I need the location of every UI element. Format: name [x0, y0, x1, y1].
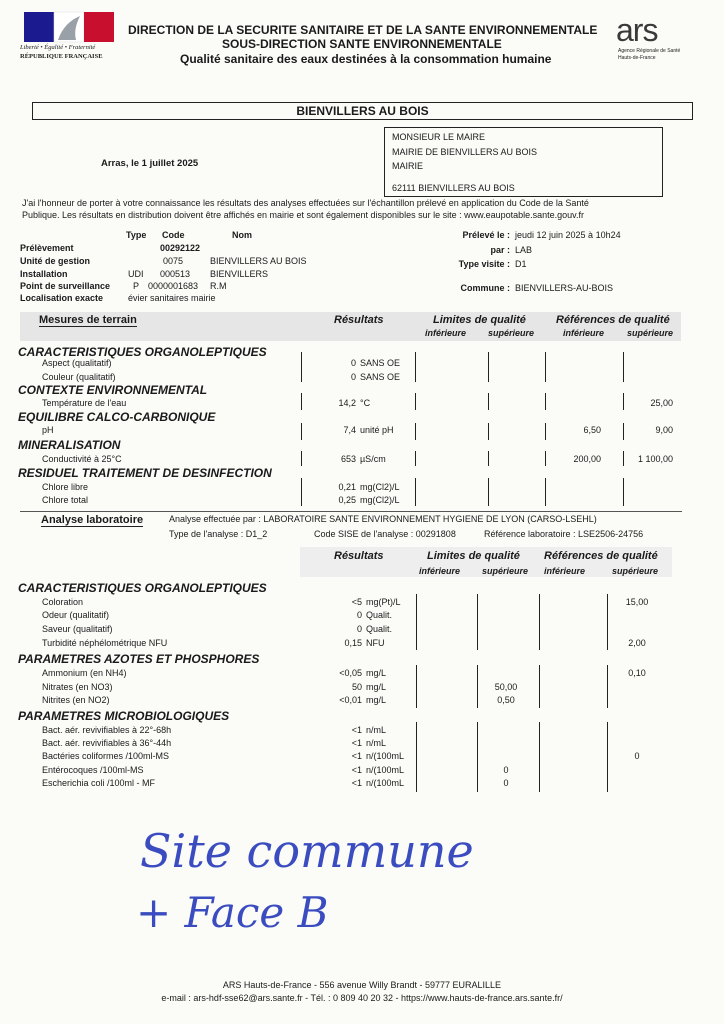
- terrain-column-rule: [488, 393, 489, 410]
- lab-ref-sup: 0,10: [628, 668, 646, 678]
- terrain-section-title: CONTEXTE ENVIRONNEMENTAL: [18, 383, 208, 397]
- ars-logo: [612, 12, 692, 64]
- terrain-column-rule: [415, 451, 416, 466]
- lab-ref-inf-header: inférieure: [544, 566, 586, 576]
- terrain-column-rule: [623, 393, 624, 410]
- terrain-param-name: Aspect (qualitatif): [42, 358, 112, 368]
- lab-column-rule: [477, 665, 478, 708]
- lab-unit: n/mL: [366, 725, 387, 735]
- terrain-column-rule: [545, 451, 546, 466]
- terrain-value: 0: [350, 372, 356, 382]
- lab-unit: n/(100mL: [366, 751, 405, 761]
- lab-lim-inf-header: inférieure: [419, 566, 461, 576]
- terrain-title: Mesures de terrain: [39, 314, 137, 326]
- terrain-unit: mg(Cl2)/L: [360, 495, 400, 505]
- ars-logo-sub2: Hauts-de-France: [618, 55, 656, 61]
- terrain-section-title: CARACTERISTIQUES ORGANOLEPTIQUES: [18, 345, 267, 359]
- lab-param-name: Bact. aér. revivifiables à 36°-44h: [42, 738, 172, 748]
- lab-section-title: PARAMETRES MICROBIOLOGIQUES: [18, 709, 230, 723]
- lab-unit: Qualit.: [366, 624, 393, 634]
- preleve-le-value: jeudi 12 juin 2025 à 10h24: [515, 230, 621, 240]
- lab-param-name: Bact. aér. revivifiables à 22°-68h: [42, 725, 172, 735]
- address-line-3: MAIRIE: [392, 161, 424, 171]
- terrain-column-rule: [488, 423, 489, 440]
- place-date: Arras, le 1 juillet 2025: [101, 158, 199, 169]
- lab-param-name: Escherichia coli /100ml - MF: [42, 778, 156, 788]
- lab-value: <1: [351, 778, 362, 788]
- intro-line-1: J'ai l'honneur de porter à votre connaissance les résultats des analyses effectuées sur l'échantillon prélevé en application du Code de la Santé: [22, 198, 589, 208]
- lab-column-rule: [607, 665, 608, 708]
- lab-column-rule: [416, 722, 417, 792]
- terrain-param-name: Couleur (qualitatif): [42, 372, 116, 382]
- header-line-1: DIRECTION DE LA SECURITE SANITAIRE ET DE LA SANTE ENVIRONNEMENTALE: [128, 23, 598, 37]
- terrain-column-rule: [545, 423, 546, 440]
- terrain-value: 14,2: [338, 398, 356, 408]
- lab-lim-sup: 0: [503, 778, 509, 788]
- terrain-value: 0,21: [338, 482, 356, 492]
- terrain-column-rule: [301, 352, 302, 382]
- sample-col-nom: Nom: [232, 230, 252, 240]
- lab-lim-sup: 50,00: [494, 682, 518, 692]
- lab-value: <1: [351, 765, 362, 775]
- marianne-motto: Liberté • Égalité • Fraternité: [20, 44, 96, 51]
- marianne-logo: [18, 10, 122, 62]
- lab-unit: mg/L: [366, 695, 387, 705]
- lab-col-results: Résultats: [334, 550, 384, 562]
- lab-column-rule: [477, 722, 478, 792]
- lab-col-refs: Références de qualité: [544, 550, 658, 562]
- terrain-value: 7,4: [343, 425, 356, 435]
- lab-param-name: Turbidité néphélométrique NFU: [42, 638, 168, 648]
- terrain-column-rule: [301, 423, 302, 440]
- ars-logo-sub1: Agence Régionale de Santé: [618, 48, 681, 54]
- terrain-column-rule: [415, 478, 416, 506]
- sample-label-localisation: Localisation exacte: [20, 293, 104, 303]
- type-visite-label: Type visite :: [458, 259, 510, 269]
- footer-line-1: ARS Hauts-de-France - 556 avenue Willy Brandt - 59777 EURALILLE: [222, 980, 502, 990]
- terrain-param-name: Chlore total: [42, 495, 89, 505]
- lab-divider: [20, 511, 682, 512]
- lab-value: <0,01: [339, 695, 362, 705]
- lab-ref-sup: 15,00: [625, 597, 649, 607]
- sample-type-installation: UDI: [128, 269, 144, 279]
- lab-ref-sup: 0: [634, 751, 640, 761]
- terrain-value: 0: [350, 358, 356, 368]
- preleve-le-label: Prélevé le :: [462, 230, 510, 240]
- sample-code-prelevement: 00292122: [160, 243, 201, 253]
- terrain-unit: mg(Cl2)/L: [360, 482, 400, 492]
- terrain-ref-inf-header: inférieure: [563, 328, 605, 338]
- sample-type-point: P: [133, 281, 140, 291]
- sample-label-prelevement: Prélèvement: [20, 243, 74, 253]
- terrain-column-rule: [488, 451, 489, 466]
- lab-value: <5: [351, 597, 362, 607]
- sample-col-type: Type: [126, 230, 147, 240]
- lab-title: Analyse laboratoire: [41, 514, 144, 526]
- lab-value: 0,15: [344, 638, 362, 648]
- terrain-column-rule: [623, 423, 624, 440]
- terrain-section-title: EQUILIBRE CALCO-CARBONIQUE: [18, 410, 216, 424]
- header-line-3: Qualité sanitaire des eaux destinées à la consommation humaine: [180, 52, 552, 66]
- address-line-1: MONSIEUR LE MAIRE: [392, 132, 486, 142]
- terrain-column-rule: [415, 393, 416, 410]
- par-label: par :: [490, 245, 510, 255]
- sample-label-unite: Unité de gestion: [20, 256, 91, 266]
- lab-value: <1: [351, 751, 362, 761]
- sample-label-point: Point de surveillance: [20, 281, 111, 291]
- terrain-column-rule: [545, 393, 546, 410]
- type-visite-value: D1: [515, 259, 527, 269]
- terrain-column-rule: [623, 478, 624, 506]
- terrain-param-name: pH: [42, 425, 54, 435]
- lab-type-analyse: Type de l'analyse : D1_2: [169, 529, 268, 539]
- commune-value: BIENVILLERS-AU-BOIS: [515, 283, 614, 293]
- intro-line-2: Publique. Les résultats en distribution doivent être affichés en mairie et sont également disponibles sur le site : www.eaupotable.sante.gouv.fr: [22, 210, 584, 220]
- lab-section-title: PARAMETRES AZOTES ET PHOSPHORES: [18, 652, 260, 666]
- terrain-col-limits: Limites de qualité: [433, 314, 526, 326]
- terrain-column-rule: [415, 352, 416, 382]
- sample-code-unite: 0075: [163, 256, 184, 266]
- sample-nom-point: R.M: [210, 281, 227, 291]
- lab-ref-sup: 2,00: [628, 638, 646, 648]
- lab-unit: mg/L: [366, 682, 387, 692]
- terrain-column-rule: [415, 423, 416, 440]
- terrain-section-title: RESIDUEL TRAITEMENT DE DESINFECTION: [18, 466, 272, 480]
- terrain-ref-sup: 25,00: [650, 398, 673, 408]
- lab-unit: mg(Pt)/L: [366, 597, 401, 607]
- lab-lim-sup: 0: [503, 765, 509, 775]
- sample-value-localisation: évier sanitaires mairie: [128, 293, 216, 303]
- terrain-column-rule: [488, 478, 489, 506]
- lab-col-limits: Limites de qualité: [427, 550, 520, 562]
- address-line-2: MAIRIE DE BIENVILLERS AU BOIS: [392, 147, 538, 157]
- lab-value: <1: [351, 725, 362, 735]
- lab-code-sise: Code SISE de l'analyse : 00291808: [314, 529, 456, 539]
- terrain-column-rule: [301, 451, 302, 466]
- lab-lim-sup: 0,50: [497, 695, 515, 705]
- terrain-column-rule: [545, 478, 546, 506]
- terrain-lim-sup-header: supérieure: [488, 328, 535, 338]
- terrain-ref-sup: 9,00: [655, 425, 673, 435]
- terrain-col-results: Résultats: [334, 314, 384, 326]
- terrain-unit: °C: [360, 398, 371, 408]
- lab-param-name: Bactéries coliformes /100ml-MS: [42, 751, 170, 761]
- lab-param-name: Nitrites (en NO2): [42, 695, 110, 705]
- lab-value: 0: [356, 624, 362, 634]
- lab-lim-sup-header: supérieure: [482, 566, 529, 576]
- lab-column-rule: [416, 594, 417, 650]
- terrain-ref-inf: 200,00: [573, 454, 601, 464]
- sample-col-code: Code: [162, 230, 185, 240]
- lab-value: <1: [351, 738, 362, 748]
- footer-line-2: e-mail : ars-hdf-sse62@ars.sante.fr - Tél. : 0 809 40 20 32 - https://www.hauts-de-france.ars.sante.fr/: [161, 993, 563, 1003]
- lab-unit: mg/L: [366, 668, 387, 678]
- lab-performed-by: Analyse effectuée par : LABORATOIRE SANTE ENVIRONNEMENT HYGIENE DE LYON (CARSO-LSEHL): [169, 514, 597, 524]
- lab-value: 0: [356, 610, 362, 620]
- lab-value: <0,05: [339, 668, 362, 678]
- terrain-param-name: Conductivité à 25°C: [42, 454, 122, 464]
- lab-value: 50: [351, 682, 362, 692]
- lab-column-rule: [416, 665, 417, 708]
- lab-column-rule: [539, 722, 540, 792]
- lab-param-name: Coloration: [42, 597, 84, 607]
- terrain-value: 0,25: [338, 495, 356, 505]
- terrain-value: 653: [340, 454, 356, 464]
- header-line-2: SOUS-DIRECTION SANTE ENVIRONNEMENTALE: [222, 37, 502, 51]
- handwritten-note-line-2: + Face B: [136, 888, 329, 937]
- lab-column-rule: [607, 722, 608, 792]
- lab-param-name: Entérocoques /100ml-MS: [42, 765, 144, 775]
- handwritten-note: [130, 815, 610, 945]
- terrain-ref-sup-header: supérieure: [627, 328, 674, 338]
- terrain-ref-sup: 1 100,00: [637, 454, 673, 464]
- ars-logo-text: ars: [616, 12, 658, 48]
- lab-column-rule: [477, 594, 478, 650]
- terrain-column-rule: [623, 451, 624, 466]
- sample-label-installation: Installation: [20, 269, 68, 279]
- lab-section-title: CARACTERISTIQUES ORGANOLEPTIQUES: [18, 581, 267, 595]
- terrain-section-title: MINERALISATION: [18, 438, 121, 452]
- sample-code-point: 0000001683: [148, 281, 199, 291]
- commune-title: BIENVILLERS AU BOIS: [296, 104, 429, 118]
- sample-nom-unite: BIENVILLERS AU BOIS: [210, 256, 307, 266]
- lab-ref-sup-header: supérieure: [612, 566, 659, 576]
- terrain-col-refs: Références de qualité: [556, 314, 670, 326]
- terrain-column-rule: [545, 352, 546, 382]
- par-value: LAB: [515, 245, 533, 255]
- lab-unit: NFU: [366, 638, 385, 648]
- terrain-unit: SANS OE: [360, 358, 400, 368]
- handwritten-note-line-1: Site commune: [140, 824, 474, 878]
- lab-param-name: Nitrates (en NO3): [42, 682, 113, 692]
- marianne-icon: [18, 10, 122, 44]
- sample-code-installation: 000513: [160, 269, 191, 279]
- terrain-param-name: Température de l'eau: [42, 398, 127, 408]
- lab-unit: Qualit.: [366, 610, 393, 620]
- commune-label: Commune :: [460, 283, 510, 293]
- lab-unit: n/mL: [366, 738, 387, 748]
- lab-column-rule: [607, 594, 608, 650]
- lab-column-rule: [539, 665, 540, 708]
- terrain-unit: SANS OE: [360, 372, 400, 382]
- terrain-param-name: Chlore libre: [42, 482, 89, 492]
- lab-param-name: Ammonium (en NH4): [42, 668, 127, 678]
- lab-column-rule: [539, 594, 540, 650]
- terrain-column-rule: [301, 478, 302, 506]
- terrain-column-rule: [623, 352, 624, 382]
- lab-unit: n/(100mL: [366, 778, 405, 788]
- terrain-lim-inf-header: inférieure: [425, 328, 467, 338]
- lab-param-name: Odeur (qualitatif): [42, 610, 110, 620]
- lab-param-name: Saveur (qualitatif): [42, 624, 113, 634]
- terrain-column-rule: [301, 393, 302, 410]
- terrain-column-rule: [488, 352, 489, 382]
- terrain-unit: unité pH: [360, 425, 394, 435]
- address-line-5: 62111 BIENVILLERS AU BOIS: [392, 183, 515, 193]
- lab-unit: n/(100mL: [366, 765, 405, 775]
- sample-nom-installation: BIENVILLERS: [210, 269, 269, 279]
- lab-ref-labo: Référence laboratoire : LSE2506-24756: [484, 529, 644, 539]
- terrain-ref-inf: 6,50: [583, 425, 601, 435]
- marianne-republique: RÉPUBLIQUE FRANÇAISE: [20, 53, 103, 60]
- terrain-unit: µS/cm: [360, 454, 386, 464]
